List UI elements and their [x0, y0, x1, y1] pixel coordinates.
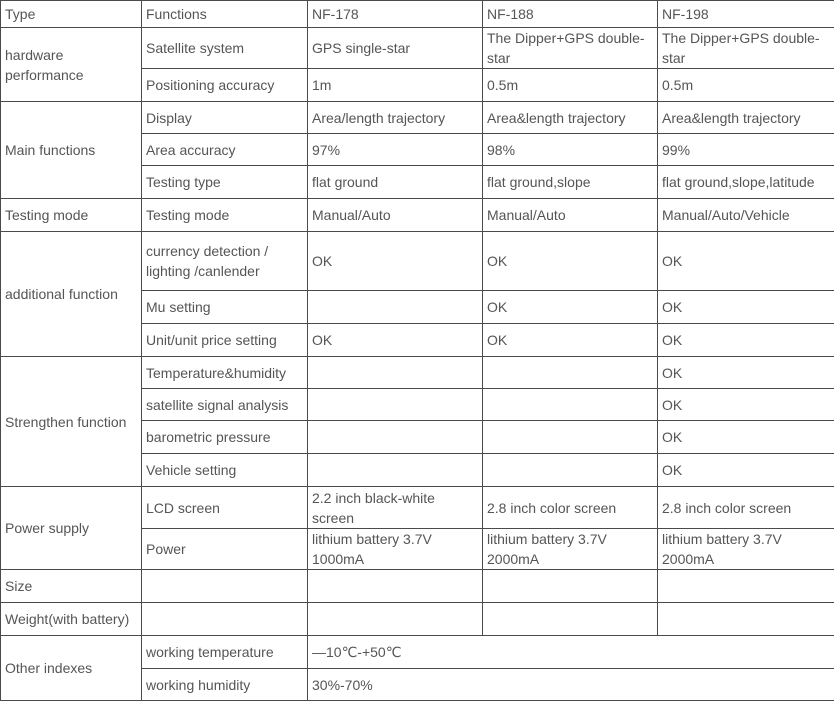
cell-nf178 — [308, 357, 483, 389]
empty-cell — [308, 603, 483, 636]
cell-nf178: flat ground — [308, 166, 483, 199]
cell-nf188: 2.8 inch color screen — [483, 487, 658, 529]
cell-nf198: OK — [658, 357, 834, 389]
cell-nf198: 99% — [658, 134, 834, 166]
cell-nf188: OK — [483, 291, 658, 324]
row-name: working temperature — [142, 636, 308, 669]
cell-nf178 — [308, 389, 483, 421]
row-name: Area accuracy — [142, 134, 308, 166]
row-name: Testing mode — [142, 199, 308, 232]
cell-nf188 — [483, 389, 658, 421]
cell-nf188 — [483, 454, 658, 487]
group-main-functions: Main functions — [1, 102, 142, 199]
cell-nf178: 1m — [308, 69, 483, 102]
cell-nf188 — [483, 421, 658, 454]
cell-nf188: The Dipper+GPS double-star — [483, 28, 658, 69]
row-name: Positioning accuracy — [142, 69, 308, 102]
cell-nf188: Area&length trajectory — [483, 102, 658, 134]
table-row — [1, 102, 834, 134]
cell-nf198: OK — [658, 454, 834, 487]
cell-nf178: 97% — [308, 134, 483, 166]
row-name: Vehicle setting — [142, 454, 308, 487]
cell-nf188: flat ground,slope — [483, 166, 658, 199]
cell-nf188: lithium battery 3.7V 2000mA — [483, 529, 658, 570]
row-name: Unit/unit price setting — [142, 324, 308, 357]
cell-nf178: OK — [308, 232, 483, 291]
cell-nf198: The Dipper+GPS double-star — [658, 28, 834, 69]
header-nf178: NF-178 — [308, 1, 483, 28]
group-strengthen: Strengthen function — [1, 357, 142, 487]
cell-nf188: 98% — [483, 134, 658, 166]
empty-cell — [658, 570, 834, 603]
cell-nf188: OK — [483, 232, 658, 291]
cell-merged: —10℃-+50℃ — [308, 636, 834, 669]
empty-cell — [142, 570, 308, 603]
cell-nf178: OK — [308, 324, 483, 357]
empty-cell — [483, 570, 658, 603]
group-size: Size — [1, 570, 142, 603]
row-name: working humidity — [142, 669, 308, 701]
table-row — [1, 570, 834, 603]
cell-nf178: Area/length trajectory — [308, 102, 483, 134]
group-weight: Weight(with battery) — [1, 603, 142, 636]
cell-nf178 — [308, 454, 483, 487]
table-row — [1, 636, 834, 669]
cell-nf198: lithium battery 3.7V 2000mA — [658, 529, 834, 570]
cell-nf198: OK — [658, 389, 834, 421]
row-name: satellite signal analysis — [142, 389, 308, 421]
cell-nf178: Manual/Auto — [308, 199, 483, 232]
cell-nf198: OK — [658, 291, 834, 324]
cell-nf198: 0.5m — [658, 69, 834, 102]
header-nf188: NF-188 — [483, 1, 658, 28]
table-row — [1, 603, 834, 636]
cell-nf178 — [308, 291, 483, 324]
row-name: Testing type — [142, 166, 308, 199]
cell-nf178 — [308, 421, 483, 454]
row-name: Mu setting — [142, 291, 308, 324]
table-row — [1, 28, 834, 69]
group-additional: additional function — [1, 232, 142, 357]
table-row — [1, 357, 834, 389]
cell-nf198: 2.8 inch color screen — [658, 487, 834, 529]
cell-nf188: 0.5m — [483, 69, 658, 102]
cell-nf198: flat ground,slope,latitude — [658, 166, 834, 199]
row-name: currency detection / lighting /canlender — [142, 232, 308, 291]
header-functions: Functions — [142, 1, 308, 28]
group-testing-mode: Testing mode — [1, 199, 142, 232]
table-row — [1, 487, 834, 529]
cell-nf198: Manual/Auto/Vehicle — [658, 199, 834, 232]
header-row — [1, 1, 834, 28]
empty-cell — [658, 603, 834, 636]
row-name: Temperature&humidity — [142, 357, 308, 389]
table-row — [1, 232, 834, 291]
cell-nf188: OK — [483, 324, 658, 357]
cell-nf198: OK — [658, 232, 834, 291]
cell-nf178: GPS single-star — [308, 28, 483, 69]
table-row — [1, 199, 834, 232]
group-hardware: hardware performance — [1, 28, 142, 102]
cell-merged: 30%-70% — [308, 669, 834, 701]
cell-nf188 — [483, 357, 658, 389]
header-type: Type — [1, 1, 142, 28]
row-name: Power — [142, 529, 308, 570]
cell-nf198: Area&length trajectory — [658, 102, 834, 134]
row-name: Display — [142, 102, 308, 134]
row-name: Satellite system — [142, 28, 308, 69]
empty-cell — [142, 603, 308, 636]
cell-nf178: lithium battery 3.7V 1000mA — [308, 529, 483, 570]
row-name: LCD screen — [142, 487, 308, 529]
cell-nf188: Manual/Auto — [483, 199, 658, 232]
cell-nf198: OK — [658, 324, 834, 357]
group-other-indexes: Other indexes — [1, 636, 142, 701]
group-power-supply: Power supply — [1, 487, 142, 570]
empty-cell — [483, 603, 658, 636]
cell-nf198: OK — [658, 421, 834, 454]
row-name: barometric pressure — [142, 421, 308, 454]
empty-cell — [308, 570, 483, 603]
header-nf198: NF-198 — [658, 1, 834, 28]
cell-nf178: 2.2 inch black-white screen — [308, 487, 483, 529]
